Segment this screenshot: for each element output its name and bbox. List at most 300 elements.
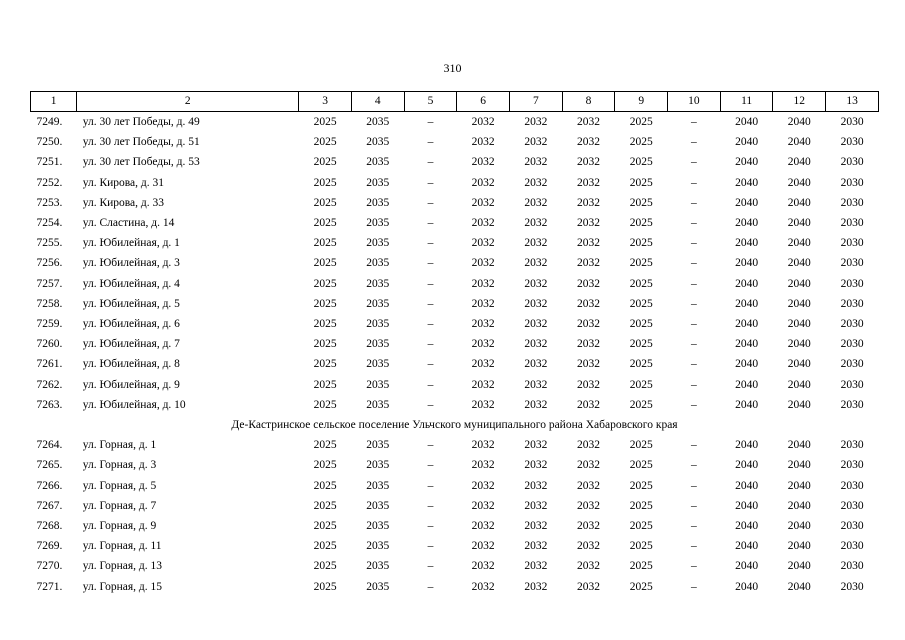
year-cell-col-13: 2030: [840, 499, 864, 512]
year-cell-col-12: 2040: [787, 580, 811, 593]
year-cell-col-3: 2025: [313, 136, 337, 149]
year-cell-col-8: 2032: [577, 176, 601, 189]
year-cell-col-11: 2040: [735, 580, 759, 593]
year-cell-col-3: 2025: [313, 479, 337, 492]
year-cell-col-5: –: [427, 520, 434, 533]
year-cell-col-13: 2030: [840, 479, 864, 492]
year-cell-col-7: 2032: [524, 116, 548, 128]
year-cell-col-4: 2035: [366, 378, 390, 391]
year-cell-col-8: 2032: [577, 136, 601, 149]
year-cell-col-6: 2032: [471, 237, 495, 250]
year-cell-col-10: –: [691, 176, 697, 189]
year-cell-col-6: 2032: [471, 398, 495, 411]
year-cell-col-13: 2030: [840, 398, 864, 411]
year-cell-col-4: 2035: [366, 540, 390, 553]
year-cell-col-3: 2025: [313, 459, 337, 472]
year-cell-col-9: 2025: [629, 277, 653, 290]
year-cell-col-5: –: [427, 398, 434, 411]
year-cell-col-13: 2030: [840, 358, 864, 371]
year-cell-col-3: 2025: [313, 520, 337, 533]
year-cell-col-4: 2035: [366, 277, 390, 290]
year-cell-col-7: 2032: [524, 338, 548, 351]
year-cell-col-13: 2030: [840, 257, 864, 270]
year-cell-col-3: 2025: [313, 217, 337, 230]
year-cell-col-7: 2032: [524, 479, 548, 492]
year-cell-col-9: 2025: [629, 136, 653, 149]
year-cell-col-4: 2035: [366, 560, 390, 573]
year-cell-col-4: 2035: [366, 459, 390, 472]
address-cell: ул. Юбилейная, д. 5: [82, 297, 180, 310]
year-cell-col-13: 2030: [840, 318, 864, 331]
row-number: 7256.: [36, 257, 63, 270]
year-cell-col-11: 2040: [735, 257, 759, 270]
year-cell-col-13: 2030: [840, 176, 864, 189]
year-cell-col-13: 2030: [840, 136, 864, 149]
address-cell: ул. Юбилейная, д. 8: [82, 358, 180, 371]
year-cell-col-11: 2040: [735, 338, 759, 351]
address-cell: ул. 30 лет Победы, д. 51: [82, 136, 200, 149]
year-cell-col-4: 2035: [366, 479, 390, 492]
year-cell-col-8: 2032: [577, 277, 601, 290]
year-cell-col-12: 2040: [787, 136, 811, 149]
year-cell-col-9: 2025: [629, 520, 653, 533]
address-cell: ул. Горная, д. 15: [82, 580, 162, 593]
year-cell-col-10: –: [691, 540, 697, 553]
table-row: [31, 314, 879, 334]
column-header-1: 1: [31, 92, 77, 112]
year-cell-col-9: 2025: [629, 398, 653, 411]
year-cell-col-13: 2030: [840, 338, 864, 351]
table-row: [31, 253, 879, 273]
year-cell-col-13: 2030: [840, 237, 864, 250]
year-cell-col-9: 2025: [629, 540, 653, 553]
year-cell-col-3: 2025: [313, 398, 337, 411]
year-cell-col-8: 2032: [577, 439, 601, 452]
year-cell-col-12: 2040: [787, 237, 811, 250]
row-number: 7252.: [36, 176, 63, 189]
year-cell-col-7: 2032: [524, 378, 548, 391]
year-cell-col-10: –: [691, 479, 697, 492]
year-cell-col-5: –: [427, 156, 434, 169]
year-cell-col-8: 2032: [577, 196, 601, 209]
year-cell-col-5: –: [427, 196, 434, 209]
table-row: [31, 435, 879, 455]
year-cell-col-11: 2040: [735, 358, 759, 371]
row-number: 7260.: [36, 338, 63, 351]
year-cell-col-3: 2025: [313, 338, 337, 351]
year-cell-col-12: 2040: [787, 257, 811, 270]
year-cell-col-11: 2040: [735, 136, 759, 149]
year-cell-col-11: 2040: [735, 459, 759, 472]
year-cell-col-4: 2035: [366, 499, 390, 512]
year-cell-col-11: 2040: [735, 439, 759, 452]
address-cell: ул. Юбилейная, д. 7: [82, 338, 180, 351]
year-cell-col-10: –: [691, 136, 697, 149]
year-cell-col-11: 2040: [735, 156, 759, 169]
year-cell-col-3: 2025: [313, 378, 337, 391]
year-cell-col-7: 2032: [524, 257, 548, 270]
year-cell-col-10: –: [691, 196, 697, 209]
year-cell-col-7: 2032: [524, 217, 548, 230]
year-cell-col-9: 2025: [629, 297, 653, 310]
address-cell: ул. Сластина, д. 14: [82, 217, 175, 230]
year-cell-col-7: 2032: [524, 196, 548, 209]
year-cell-col-3: 2025: [313, 540, 337, 553]
year-cell-col-12: 2040: [787, 378, 811, 391]
year-cell-col-10: –: [691, 439, 697, 452]
year-cell-col-10: –: [691, 560, 697, 573]
year-cell-col-9: 2025: [629, 560, 653, 573]
year-cell-col-10: –: [691, 217, 697, 230]
table-row: [31, 152, 879, 172]
row-number: 7265.: [36, 459, 63, 472]
year-cell-col-10: –: [691, 297, 697, 310]
year-cell-col-5: –: [427, 338, 434, 351]
year-cell-col-3: 2025: [313, 257, 337, 270]
year-cell-col-6: 2032: [471, 176, 495, 189]
year-cell-col-9: 2025: [629, 237, 653, 250]
column-header-3: 3: [299, 92, 352, 112]
year-cell-col-8: 2032: [577, 338, 601, 351]
table-row: [31, 233, 879, 253]
year-cell-col-6: 2032: [471, 358, 495, 371]
table-row: [31, 556, 879, 576]
year-cell-col-12: 2040: [787, 358, 811, 371]
year-cell-col-12: 2040: [787, 318, 811, 331]
year-cell-col-9: 2025: [629, 338, 653, 351]
year-cell-col-9: 2025: [629, 459, 653, 472]
year-cell-col-4: 2035: [366, 318, 390, 331]
column-header-13: 13: [826, 92, 879, 112]
year-cell-col-9: 2025: [629, 217, 653, 230]
year-cell-col-5: –: [427, 116, 434, 128]
year-cell-col-11: 2040: [735, 560, 759, 573]
address-cell: ул. Горная, д. 13: [82, 560, 162, 573]
row-number: 7259.: [36, 318, 63, 331]
address-cell: ул. Юбилейная, д. 1: [82, 237, 180, 250]
year-cell-col-10: –: [691, 318, 697, 331]
year-cell-col-4: 2035: [366, 196, 390, 209]
year-cell-col-8: 2032: [577, 318, 601, 331]
year-cell-col-4: 2035: [366, 257, 390, 270]
table-row: [31, 455, 879, 475]
year-cell-col-5: –: [427, 459, 434, 472]
column-header-8: 8: [562, 92, 615, 112]
year-cell-col-4: 2035: [366, 520, 390, 533]
year-cell-col-11: 2040: [735, 196, 759, 209]
year-cell-col-3: 2025: [313, 176, 337, 189]
year-cell-col-6: 2032: [471, 338, 495, 351]
header-row: [31, 92, 879, 112]
year-cell-col-12: 2040: [787, 338, 811, 351]
year-cell-col-7: 2032: [524, 520, 548, 533]
year-cell-col-7: 2032: [524, 499, 548, 512]
year-cell-col-5: –: [427, 257, 434, 270]
year-cell-col-10: –: [691, 237, 697, 250]
year-cell-col-7: 2032: [524, 237, 548, 250]
row-number: 7254.: [36, 217, 63, 230]
year-cell-col-4: 2035: [366, 176, 390, 189]
address-cell: ул. 30 лет Победы, д. 53: [82, 156, 200, 169]
row-number: 7269.: [36, 540, 63, 553]
year-cell-col-8: 2032: [577, 378, 601, 391]
year-cell-col-8: 2032: [577, 479, 601, 492]
address-cell: ул. Горная, д. 5: [82, 479, 157, 492]
table-row: [31, 536, 879, 556]
year-cell-col-3: 2025: [313, 297, 337, 310]
year-cell-col-5: –: [427, 378, 434, 391]
row-number: 7250.: [36, 136, 63, 149]
year-cell-col-5: –: [427, 479, 434, 492]
year-cell-col-10: –: [691, 520, 697, 533]
year-cell-col-12: 2040: [787, 479, 811, 492]
column-header-11: 11: [720, 92, 773, 112]
year-cell-col-3: 2025: [313, 580, 337, 593]
year-cell-col-4: 2035: [366, 116, 390, 128]
year-cell-col-5: –: [427, 499, 434, 512]
year-cell-col-8: 2032: [577, 560, 601, 573]
year-cell-col-11: 2040: [735, 378, 759, 391]
year-cell-col-8: 2032: [577, 116, 601, 128]
year-cell-col-12: 2040: [787, 297, 811, 310]
column-header-12: 12: [773, 92, 826, 112]
year-cell-col-8: 2032: [577, 156, 601, 169]
year-cell-col-12: 2040: [787, 217, 811, 230]
year-cell-col-6: 2032: [471, 257, 495, 270]
address-cell: ул. Юбилейная, д. 9: [82, 378, 180, 391]
year-cell-col-5: –: [427, 560, 434, 573]
year-cell-col-13: 2030: [840, 116, 864, 128]
year-cell-col-10: –: [691, 499, 697, 512]
table-row: [31, 354, 879, 374]
year-cell-col-10: –: [691, 358, 697, 371]
year-cell-col-11: 2040: [735, 520, 759, 533]
year-cell-col-7: 2032: [524, 358, 548, 371]
housing-registry-table: [30, 91, 879, 597]
year-cell-col-6: 2032: [471, 499, 495, 512]
year-cell-col-13: 2030: [840, 520, 864, 533]
year-cell-col-8: 2032: [577, 358, 601, 371]
year-cell-col-10: –: [691, 257, 697, 270]
year-cell-col-6: 2032: [471, 217, 495, 230]
year-cell-col-6: 2032: [471, 297, 495, 310]
year-cell-col-11: 2040: [735, 499, 759, 512]
year-cell-col-12: 2040: [787, 459, 811, 472]
year-cell-col-4: 2035: [366, 297, 390, 310]
year-cell-col-4: 2035: [366, 580, 390, 593]
page-number: 310: [443, 61, 462, 75]
year-cell-col-3: 2025: [313, 196, 337, 209]
year-cell-col-13: 2030: [840, 217, 864, 230]
row-number: 7268.: [36, 520, 63, 533]
year-cell-col-12: 2040: [787, 439, 811, 452]
year-cell-col-7: 2032: [524, 277, 548, 290]
year-cell-col-4: 2035: [366, 217, 390, 230]
address-cell: ул. Горная, д. 1: [82, 439, 157, 452]
row-number: 7262.: [36, 378, 63, 391]
column-header-6: 6: [457, 92, 510, 112]
year-cell-col-6: 2032: [471, 318, 495, 331]
year-cell-col-6: 2032: [471, 156, 495, 169]
row-number: 7251.: [36, 156, 63, 169]
year-cell-col-12: 2040: [787, 116, 811, 128]
year-cell-col-9: 2025: [629, 439, 653, 452]
year-cell-col-7: 2032: [524, 176, 548, 189]
row-number: 7271.: [36, 580, 63, 593]
table-row: [31, 577, 879, 597]
table-row: [31, 112, 879, 133]
column-header-4: 4: [351, 92, 404, 112]
year-cell-col-3: 2025: [313, 560, 337, 573]
year-cell-col-7: 2032: [524, 318, 548, 331]
year-cell-col-8: 2032: [577, 499, 601, 512]
table-row: [31, 516, 879, 536]
year-cell-col-10: –: [691, 378, 697, 391]
year-cell-col-12: 2040: [787, 560, 811, 573]
year-cell-col-8: 2032: [577, 459, 601, 472]
address-cell: ул. Горная, д. 7: [82, 499, 157, 512]
year-cell-col-4: 2035: [366, 338, 390, 351]
year-cell-col-4: 2035: [366, 156, 390, 169]
year-cell-col-13: 2030: [840, 196, 864, 209]
table-row: [31, 193, 879, 213]
year-cell-col-3: 2025: [313, 116, 337, 128]
year-cell-col-3: 2025: [313, 318, 337, 331]
year-cell-col-11: 2040: [735, 479, 759, 492]
year-cell-col-11: 2040: [735, 116, 759, 128]
year-cell-col-12: 2040: [787, 540, 811, 553]
table-row: [31, 375, 879, 395]
year-cell-col-9: 2025: [629, 196, 653, 209]
year-cell-col-6: 2032: [471, 540, 495, 553]
year-cell-col-10: –: [691, 459, 697, 472]
year-cell-col-11: 2040: [735, 217, 759, 230]
row-number: 7249.: [36, 116, 63, 128]
address-cell: ул. Горная, д. 3: [82, 459, 157, 472]
row-number: 7253.: [36, 196, 63, 209]
year-cell-col-9: 2025: [629, 479, 653, 492]
table-row: [31, 395, 879, 415]
year-cell-col-6: 2032: [471, 459, 495, 472]
year-cell-col-13: 2030: [840, 459, 864, 472]
year-cell-col-11: 2040: [735, 540, 759, 553]
year-cell-col-11: 2040: [735, 318, 759, 331]
year-cell-col-9: 2025: [629, 580, 653, 593]
address-cell: ул. Юбилейная, д. 10: [82, 398, 186, 411]
address-cell: ул. Горная, д. 11: [82, 540, 162, 553]
year-cell-col-3: 2025: [313, 358, 337, 371]
year-cell-col-5: –: [427, 136, 434, 149]
address-cell: ул. Кирова, д. 31: [82, 176, 165, 189]
year-cell-col-9: 2025: [629, 378, 653, 391]
row-number: 7266.: [36, 479, 63, 492]
year-cell-col-3: 2025: [313, 499, 337, 512]
year-cell-col-4: 2035: [366, 237, 390, 250]
year-cell-col-12: 2040: [787, 398, 811, 411]
year-cell-col-8: 2032: [577, 297, 601, 310]
year-cell-col-12: 2040: [787, 499, 811, 512]
address-cell: ул. Юбилейная, д. 4: [82, 277, 180, 290]
year-cell-col-4: 2035: [366, 358, 390, 371]
row-number: 7258.: [36, 297, 63, 310]
year-cell-col-6: 2032: [471, 439, 495, 452]
table-row: [31, 294, 879, 314]
table-row: [31, 173, 879, 193]
year-cell-col-6: 2032: [471, 560, 495, 573]
table-row: [31, 274, 879, 294]
year-cell-col-6: 2032: [471, 479, 495, 492]
year-cell-col-13: 2030: [840, 277, 864, 290]
year-cell-col-13: 2030: [840, 439, 864, 452]
year-cell-col-7: 2032: [524, 156, 548, 169]
year-cell-col-11: 2040: [735, 297, 759, 310]
row-number: 7263.: [36, 398, 63, 411]
column-header-9: 9: [615, 92, 668, 112]
year-cell-col-8: 2032: [577, 217, 601, 230]
year-cell-col-13: 2030: [840, 378, 864, 391]
address-cell: ул. Юбилейная, д. 6: [82, 318, 180, 331]
section-title: Де-Кастринское сельское поселение Ульчского муниципального района Хабаровского края: [231, 419, 678, 432]
address-cell: ул. Юбилейная, д. 3: [82, 257, 180, 270]
year-cell-col-11: 2040: [735, 176, 759, 189]
year-cell-col-4: 2035: [366, 398, 390, 411]
year-cell-col-12: 2040: [787, 156, 811, 169]
year-cell-col-13: 2030: [840, 560, 864, 573]
year-cell-col-6: 2032: [471, 580, 495, 593]
year-cell-col-5: –: [427, 297, 434, 310]
year-cell-col-8: 2032: [577, 237, 601, 250]
year-cell-col-9: 2025: [629, 176, 653, 189]
address-cell: ул. Горная, д. 9: [82, 520, 157, 533]
column-header-10: 10: [668, 92, 721, 112]
year-cell-col-12: 2040: [787, 196, 811, 209]
column-header-2: 2: [77, 92, 299, 112]
year-cell-col-10: –: [691, 116, 697, 128]
year-cell-col-10: –: [691, 277, 697, 290]
year-cell-col-12: 2040: [787, 520, 811, 533]
table-row: [31, 476, 879, 496]
table-row: [31, 132, 879, 152]
row-number: 7264.: [36, 439, 63, 452]
year-cell-col-8: 2032: [577, 520, 601, 533]
year-cell-col-13: 2030: [840, 580, 864, 593]
year-cell-col-6: 2032: [471, 116, 495, 128]
year-cell-col-7: 2032: [524, 136, 548, 149]
year-cell-col-4: 2035: [366, 136, 390, 149]
table-row: [31, 334, 879, 354]
table-row: [31, 496, 879, 516]
year-cell-col-5: –: [427, 540, 434, 553]
year-cell-col-7: 2032: [524, 580, 548, 593]
table-header: [31, 92, 879, 112]
year-cell-col-7: 2032: [524, 560, 548, 573]
year-cell-col-3: 2025: [313, 156, 337, 169]
year-cell-col-6: 2032: [471, 378, 495, 391]
year-cell-col-10: –: [691, 398, 697, 411]
section-heading-row: [31, 415, 879, 435]
year-cell-col-5: –: [427, 277, 434, 290]
year-cell-col-11: 2040: [735, 237, 759, 250]
year-cell-col-7: 2032: [524, 540, 548, 553]
year-cell-col-3: 2025: [313, 439, 337, 452]
year-cell-col-11: 2040: [735, 398, 759, 411]
year-cell-col-5: –: [427, 176, 434, 189]
year-cell-col-9: 2025: [629, 257, 653, 270]
year-cell-col-9: 2025: [629, 358, 653, 371]
year-cell-col-5: –: [427, 318, 434, 331]
year-cell-col-9: 2025: [629, 116, 653, 128]
year-cell-col-3: 2025: [313, 277, 337, 290]
